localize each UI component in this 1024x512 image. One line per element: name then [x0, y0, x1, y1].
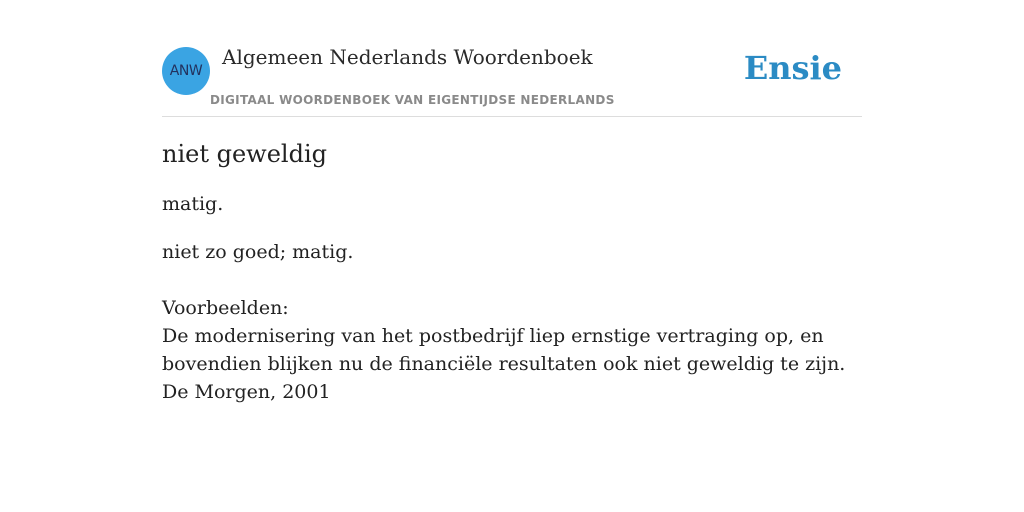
site-subtitle: DIGITAAL WOORDENBOEK VAN EIGENTIJDSE NEDERLANDS: [210, 93, 615, 107]
example-source: De Morgen, 2001: [162, 381, 331, 403]
entry-term: niet geweldig: [162, 140, 327, 168]
example-text: De modernisering van het postbedrijf liep ernstige vertraging op, en bovendien blijken nu de financiële resultaten ook niet geweldig te zijn.: [162, 325, 846, 375]
definition: niet zo goed; matig.: [162, 241, 354, 263]
short-definition: matig.: [162, 193, 224, 215]
examples-label: Voorbeelden:: [162, 297, 289, 319]
site-header: [162, 40, 862, 117]
logo-text: ANW: [169, 63, 203, 79]
entry-content: [162, 138, 862, 406]
examples-block: [162, 266, 862, 406]
anw-logo[interactable]: [162, 47, 210, 95]
spacer: [162, 266, 862, 294]
site-title[interactable]: Algemeen Nederlands Woordenboek: [222, 45, 593, 69]
ensie-brand-link[interactable]: Ensie: [743, 49, 842, 87]
